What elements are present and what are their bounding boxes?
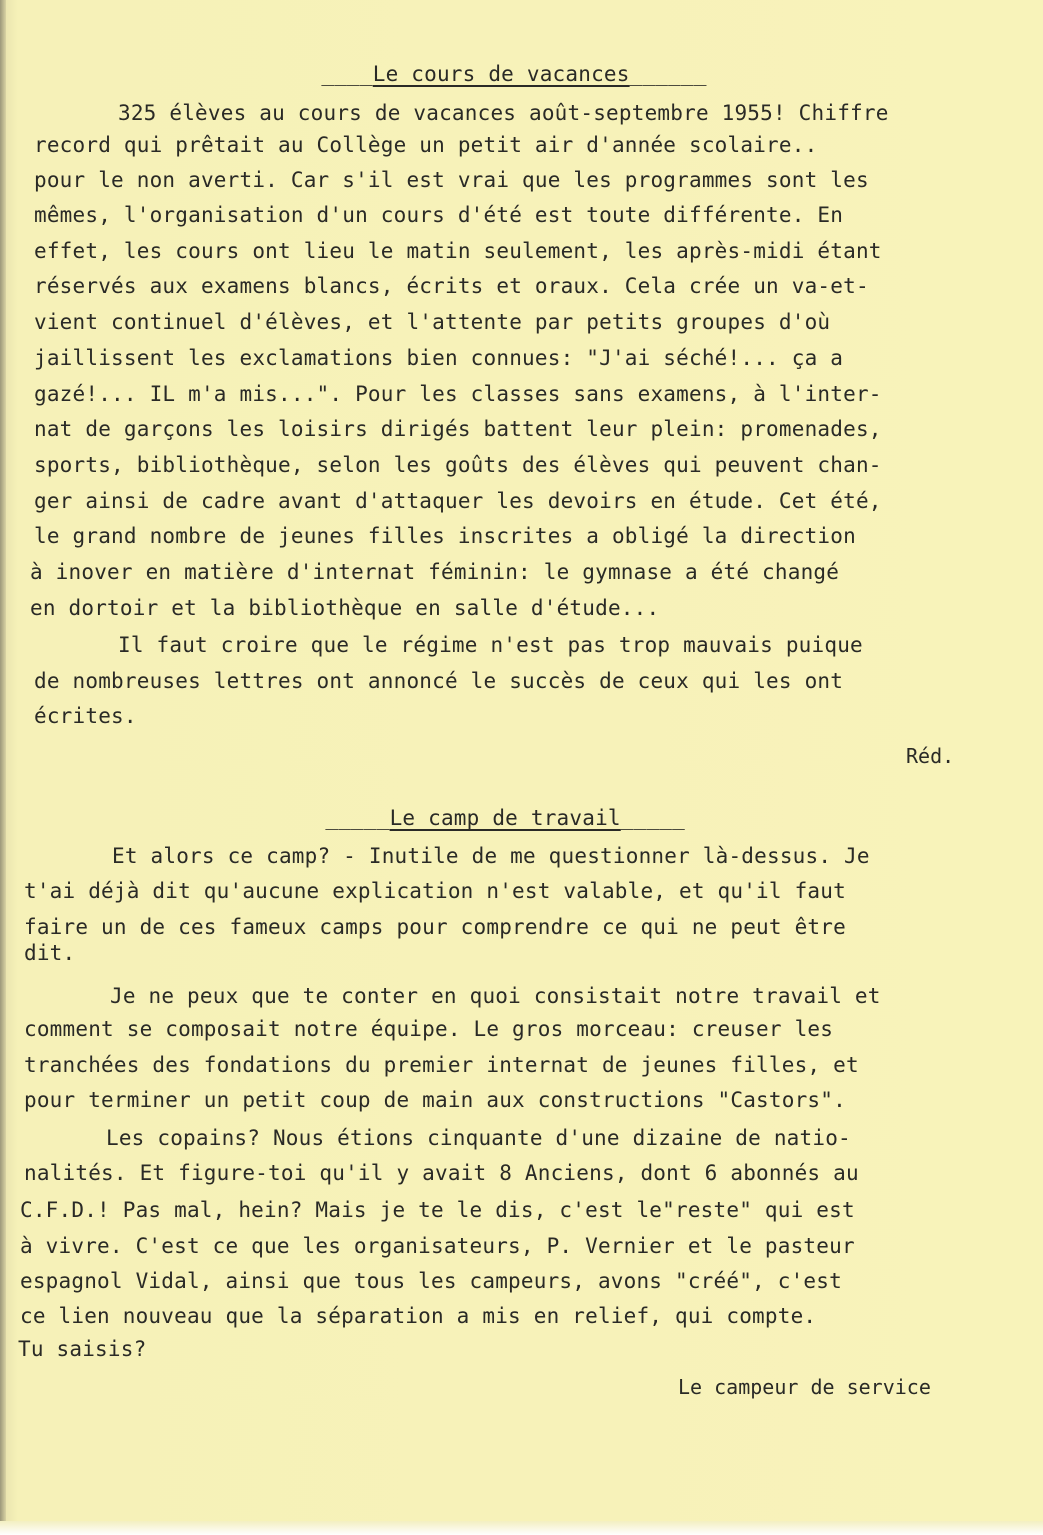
text-line: en dortoir et la bibliothèque en salle d'étude...	[30, 596, 660, 620]
section-title-cours-de-vacances: ____Le cours de vacances______	[321, 62, 707, 86]
text-line: nat de garçons les loisirs dirigés battent leur plein: promenades,	[34, 417, 882, 441]
text-line: nalités. Et figure-toi qu'il y avait 8 Anciens, dont 6 abonnés au	[24, 1161, 859, 1185]
text-line: pour terminer un petit coup de main aux constructions "Castors".	[24, 1088, 846, 1112]
section-title-camp-de-travail: _____Le camp de travail_____	[325, 806, 685, 830]
text-line: à vivre. C'est ce que les organisateurs, P. Vernier et le pasteur	[20, 1234, 855, 1258]
text-line: à inover en matière d'internat féminin: le gymnase a été changé	[30, 560, 840, 584]
text-line: Et alors ce camp? - Inutile de me questionner là-dessus. Je	[112, 844, 870, 868]
text-line: sports, bibliothèque, selon les goûts des élèves qui peuvent chan-	[34, 453, 882, 477]
text-line: de nombreuses lettres ont annoncé le succès de ceux qui les ont	[34, 669, 844, 693]
page-bottom-edge	[0, 1521, 1043, 1535]
text-line: le grand nombre de jeunes filles inscrites a obligé la direction	[34, 524, 856, 548]
text-line: Les copains? Nous étions cinquante d'une dizaine de natio-	[106, 1126, 851, 1150]
text-line: vient continuel d'élèves, et l'attente par petits groupes d'où	[34, 310, 831, 334]
text-line: 325 élèves au cours de vacances août-septembre 1955! Chiffre	[118, 101, 889, 125]
text-line: mêmes, l'organisation d'un cours d'été est toute différente. En	[34, 203, 844, 227]
signature-red: Réd.	[906, 744, 955, 768]
text-line: Il faut croire que le régime n'est pas trop mauvais puique	[118, 633, 863, 657]
text-line: ger ainsi de cadre avant d'attaquer les devoirs en étude. Cet été,	[34, 489, 882, 513]
text-line: t'ai déjà dit qu'aucune explication n'est valable, et qu'il faut	[24, 879, 846, 903]
text-line: ce lien nouveau que la séparation a mis en relief, qui compte.	[20, 1304, 817, 1328]
binding-edge	[0, 0, 6, 1535]
text-line: C.F.D.! Pas mal, hein? Mais je te le dis, c'est le"reste" qui est	[20, 1198, 855, 1222]
text-line: record qui prêtait au Collège un petit air d'année scolaire..	[34, 133, 818, 157]
text-line: Tu saisis?	[18, 1337, 147, 1361]
text-line: pour le non averti. Car s'il est vrai que les programmes sont les	[34, 168, 869, 192]
text-line: gazé!... IL m'a mis...". Pour les classes sans examens, à l'inter-	[34, 382, 882, 406]
text-line: dit.	[24, 941, 76, 965]
text-line: comment se composait notre équipe. Le gros morceau: creuser les	[24, 1017, 834, 1041]
text-line: faire un de ces fameux camps pour comprendre ce qui ne peut être	[24, 915, 846, 939]
section-title-text: Le cours de vacances	[372, 62, 630, 86]
text-line: tranchées des fondations du premier internat de jeunes filles, et	[24, 1053, 859, 1077]
signature-campeur: Le campeur de service	[678, 1375, 931, 1399]
text-line: jaillissent les exclamations bien connues: "J'ai séché!... ça a	[34, 346, 844, 370]
text-line: espagnol Vidal, ainsi que tous les campeurs, avons "créé", c'est	[20, 1269, 842, 1293]
text-line: effet, les cours ont lieu le matin seulement, les après-midi étant	[34, 239, 882, 263]
section-title-text: Le camp de travail	[389, 806, 621, 830]
text-line: réservés aux examens blancs, écrits et oraux. Cela crée un va-et-	[34, 274, 869, 298]
text-line: écrites.	[34, 704, 137, 728]
text-line: Je ne peux que te conter en quoi consistait notre travail et	[110, 984, 881, 1008]
